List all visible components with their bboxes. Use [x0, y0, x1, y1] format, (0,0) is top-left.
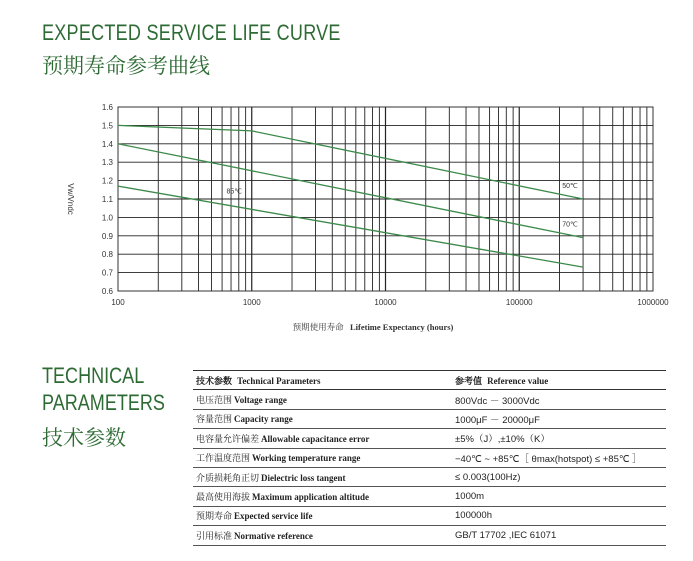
y-tick-label: 0.6	[101, 287, 113, 296]
parameters-table	[193, 370, 666, 546]
x-tick-label: 100000	[505, 298, 533, 307]
x-axis-label-cn: 预期使用寿命	[292, 322, 344, 332]
header-value-cn: 参考值	[455, 376, 483, 387]
x-tick-label: 100	[111, 298, 125, 307]
param-name-en: Normative reference	[234, 530, 313, 541]
y-tick-label: 0.8	[101, 250, 113, 260]
param-name-cn: 介质损耗角正切	[196, 473, 260, 484]
y-tick-label: 0.7	[101, 268, 113, 278]
x-tick-labels	[111, 298, 669, 307]
series-label: 50℃	[562, 183, 578, 190]
tech-title-line2: PARAMETERS	[42, 390, 165, 415]
series-label: 70℃	[562, 221, 578, 229]
param-value: 800Vdc － 3000Vdc	[455, 395, 540, 407]
table-row	[193, 429, 666, 448]
table-row	[193, 448, 666, 467]
table-row	[193, 467, 666, 486]
param-value: 1000μF － 20000μF	[455, 414, 540, 426]
tech-section-title-cn: 技术参数	[42, 426, 126, 450]
param-name-cn: 电容量允许偏差	[196, 434, 260, 445]
param-name-cn: 预期寿命	[196, 512, 233, 523]
x-tick-label: 1000	[242, 298, 261, 307]
header-value-en: Reference value	[487, 375, 549, 386]
param-name-cn: 工作温度范围	[196, 454, 251, 465]
param-value: 1000m	[455, 491, 485, 503]
x-tick-label: 1000000	[637, 298, 669, 307]
y-tick-label: 1.5	[101, 121, 113, 131]
param-value: ±5%（J）,±10%（K）	[455, 434, 550, 446]
header-param-cn: 技术参数	[196, 376, 233, 387]
y-tick-label: 1.2	[101, 176, 113, 186]
param-name-cn: 电压范围	[196, 396, 233, 407]
param-value: 100000h	[455, 510, 492, 522]
y-tick-label: 1.0	[101, 213, 113, 223]
tech-section-title	[42, 362, 165, 416]
y-tick-label: 1.4	[101, 139, 113, 149]
param-name-en: Working temperature range	[252, 453, 361, 464]
header-param-en: Technical Parameters	[237, 375, 321, 386]
table-row	[193, 506, 666, 525]
param-name-en: Dielectric loss tangent	[261, 472, 346, 483]
y-tick-label: 1.1	[101, 195, 113, 204]
param-value: ≤ 0.003(100Hz)	[455, 471, 521, 483]
table-row	[193, 526, 666, 545]
param-name-en: Allowable capacitance error	[261, 433, 370, 444]
param-name-en: Expected service life	[234, 511, 313, 522]
table-row	[193, 390, 666, 409]
y-axis-label: Vw/Vndc	[66, 183, 75, 215]
series-label: 85℃	[226, 188, 243, 196]
param-name-en: Capacity range	[234, 414, 293, 425]
param-name-cn: 容量范围	[196, 415, 233, 426]
param-value: GB/T 17702 ,IEC 61071	[455, 529, 557, 541]
x-tick-label: 10000	[374, 298, 397, 307]
y-tick-label: 0.9	[101, 231, 113, 241]
chart-section-title-cn: 预期寿命参考曲线	[42, 54, 210, 78]
table-row	[193, 487, 666, 506]
y-tick-labels	[102, 103, 114, 296]
y-tick-label: 1.3	[101, 158, 113, 168]
param-name-cn: 最高使用海拔	[196, 493, 251, 504]
x-axis-label-en: Lifetime Expectancy (hours)	[349, 322, 454, 332]
table-row	[193, 409, 666, 428]
chart-section-title: EXPECTED SERVICE LIFE CURVE	[42, 20, 341, 45]
tech-title-line1: TECHNICAL	[42, 363, 145, 388]
service-life-chart	[0, 90, 693, 350]
y-tick-label: 1.6	[101, 103, 113, 112]
table-header-row	[193, 371, 666, 390]
param-value: −40℃ ~ +85℃［ θmax(hotspot) ≤ +85℃ ］	[455, 453, 642, 465]
series-labels	[226, 183, 578, 229]
param-name-en: Voltage range	[234, 395, 287, 406]
param-name-cn: 引用标准	[196, 531, 233, 542]
x-axis-label	[293, 322, 454, 332]
param-name-en: Maximum application altitude	[252, 492, 370, 503]
